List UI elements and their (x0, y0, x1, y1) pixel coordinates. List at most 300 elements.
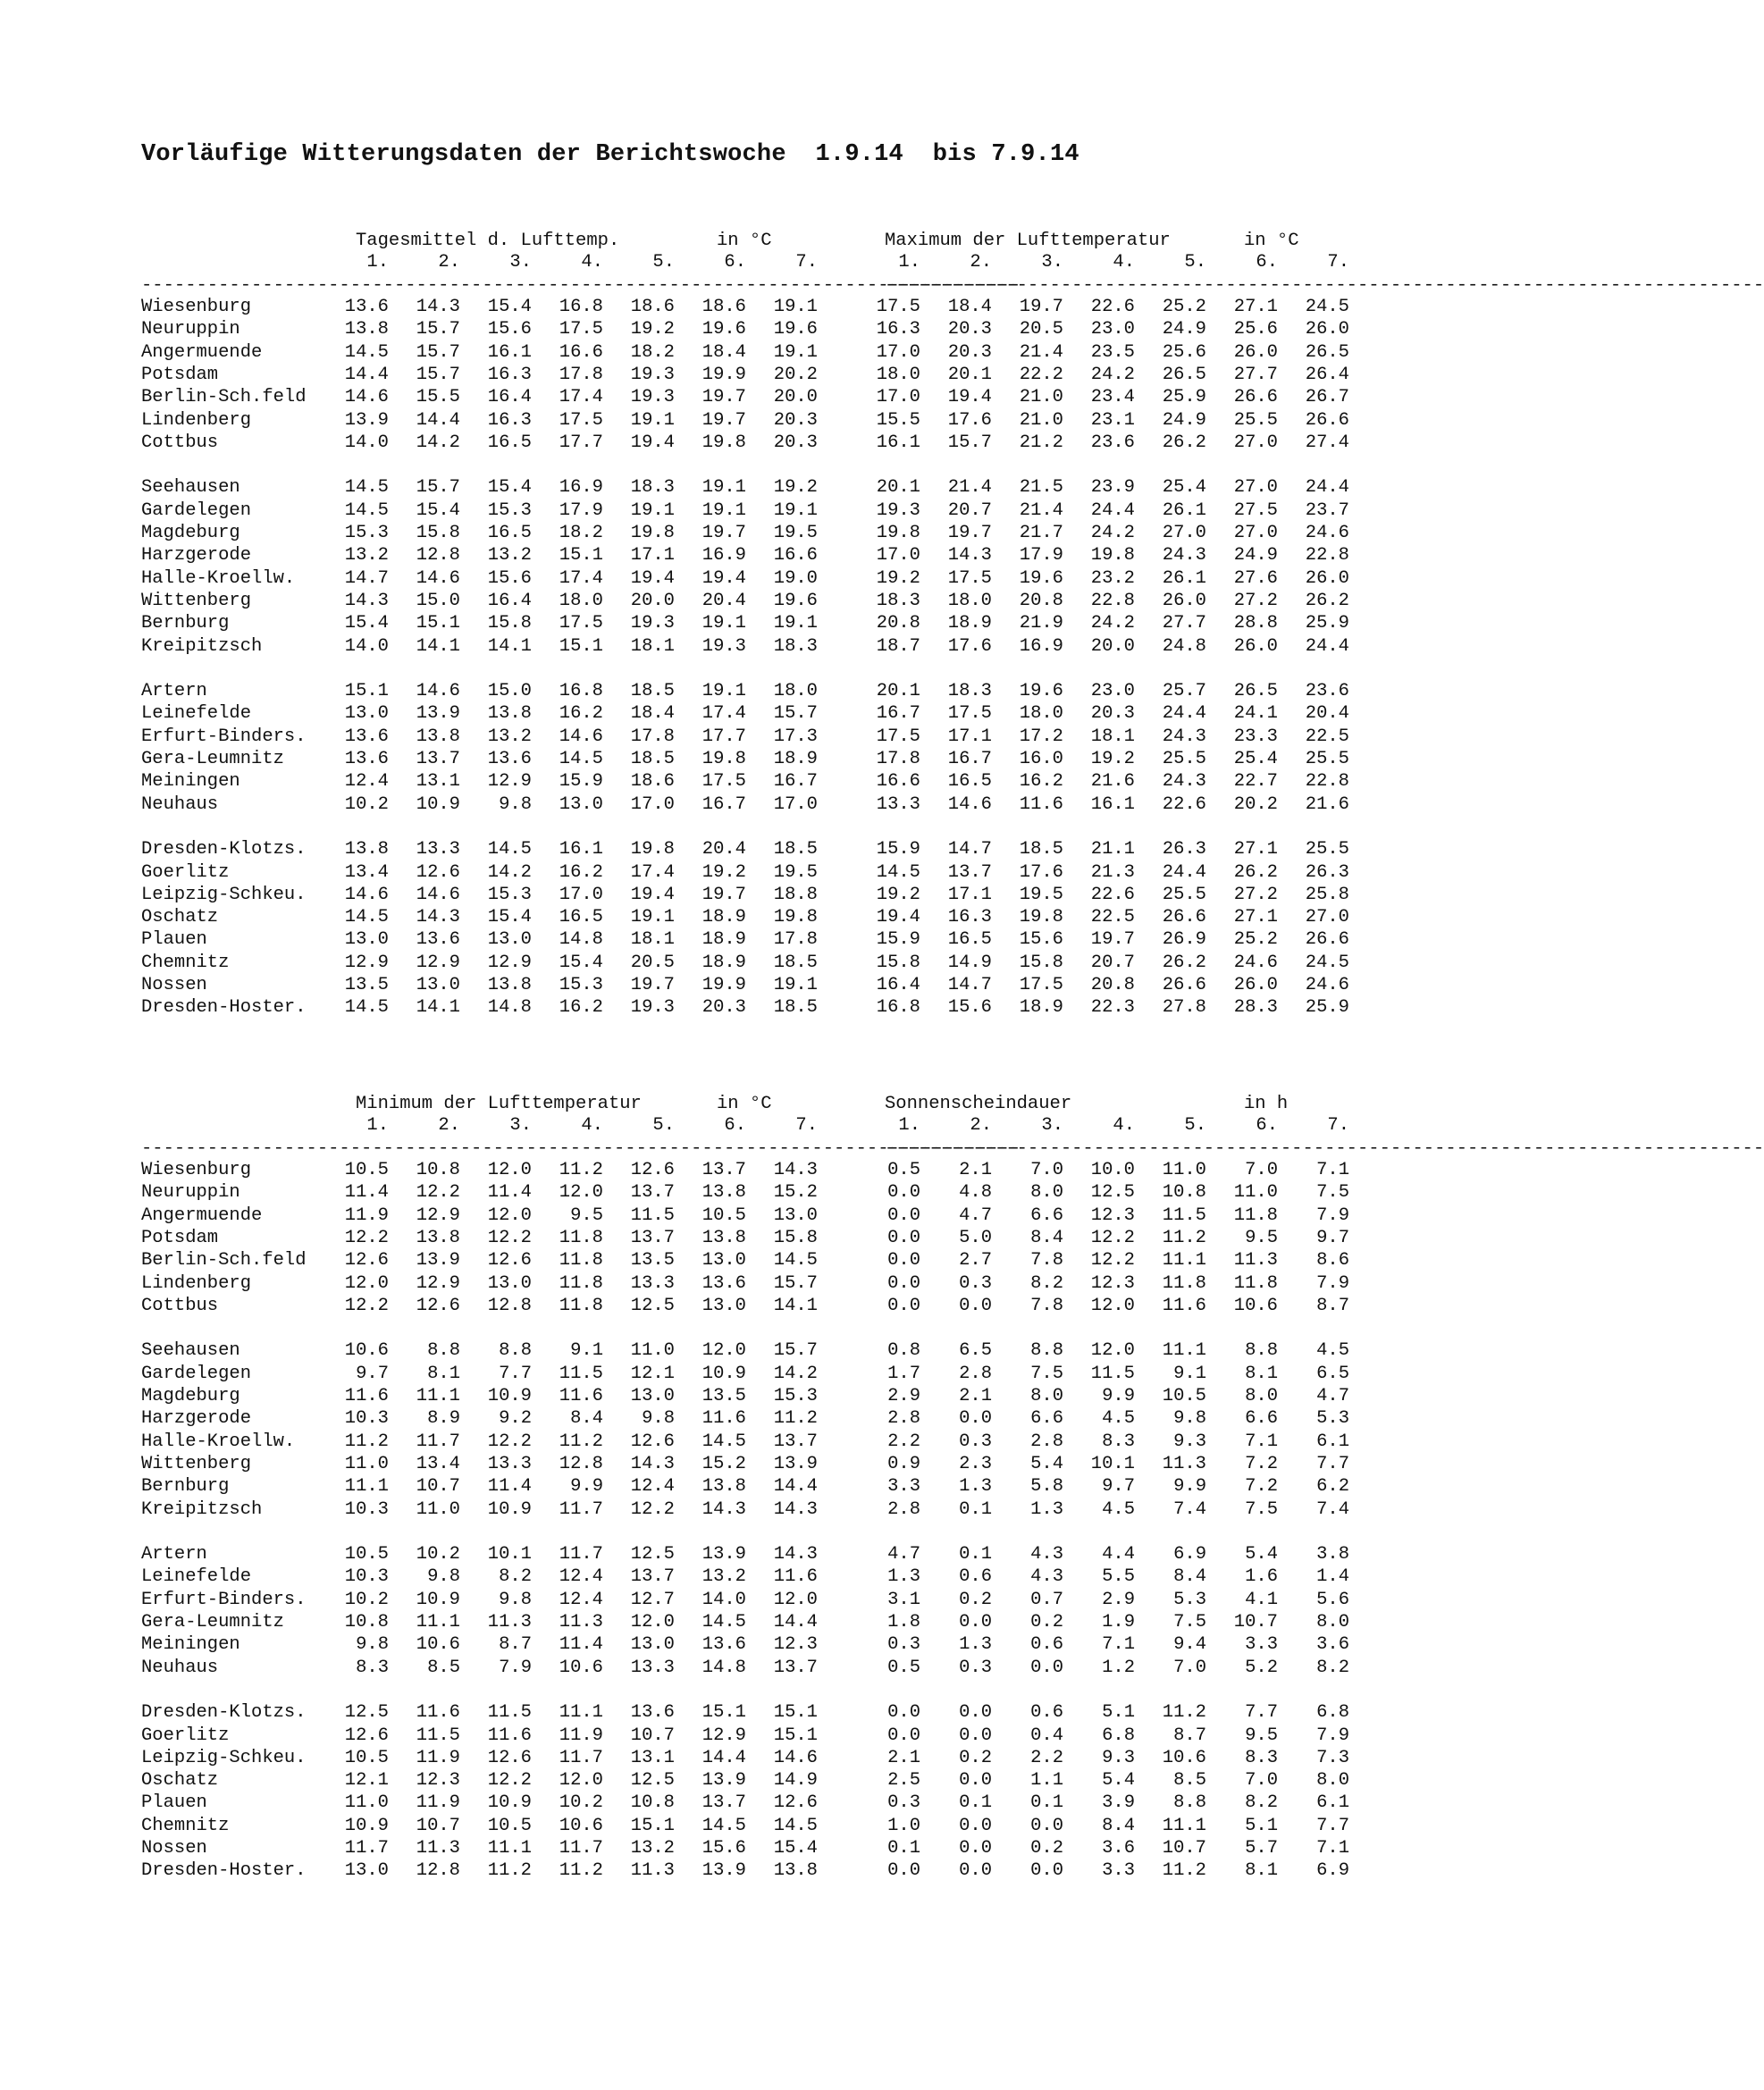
value-cell: 7.9 (1316, 1204, 1349, 1226)
value-cell: 14.0 (344, 635, 389, 657)
left-table-unit: in °C (717, 1094, 772, 1114)
station-name: Bernburg (141, 613, 230, 634)
value-cell: 24.4 (1305, 477, 1349, 499)
value-cell: 24.9 (1162, 319, 1206, 340)
value-cell: 12.6 (344, 1250, 389, 1272)
value-cell: 25.8 (1305, 884, 1349, 905)
value-cell: 18.3 (947, 681, 992, 702)
value-cell: 13.6 (344, 297, 389, 317)
value-cell: 8.8 (1173, 1792, 1206, 1814)
value-cell: 15.4 (487, 297, 532, 317)
value-cell: 19.2 (1090, 749, 1135, 769)
value-cell: 10.9 (701, 1363, 746, 1384)
value-cell: 21.3 (1090, 861, 1135, 883)
value-cell: 9.9 (570, 1476, 603, 1498)
value-cell: 19.1 (773, 297, 818, 317)
value-cell: 13.0 (344, 1860, 389, 1882)
value-cell: 11.0 (344, 1453, 389, 1474)
value-cell: 19.7 (630, 975, 675, 995)
value-cell: 26.6 (1233, 387, 1278, 408)
station-name: Angermuende (141, 1204, 263, 1226)
value-cell: 21.6 (1090, 771, 1135, 793)
value-cell: 17.9 (1019, 545, 1063, 567)
value-cell: 12.7 (630, 1589, 675, 1610)
value-cell: 28.8 (1233, 613, 1278, 634)
value-cell: 1.9 (1102, 1612, 1135, 1633)
table-row (0, 1658, 1477, 1680)
value-cell: 26.1 (1162, 499, 1206, 521)
table-row (0, 907, 1477, 929)
value-cell: 13.6 (487, 749, 532, 769)
value-cell: 19.9 (701, 364, 746, 385)
value-cell: 24.2 (1090, 613, 1135, 634)
value-cell: 24.2 (1090, 523, 1135, 543)
value-cell: 14.5 (344, 907, 389, 928)
value-cell: 23.9 (1090, 477, 1135, 499)
value-cell: 7.0 (1173, 1657, 1206, 1678)
value-cell: 14.9 (773, 1770, 818, 1792)
value-cell: 12.2 (344, 1227, 389, 1248)
value-cell: 6.5 (1316, 1363, 1349, 1384)
value-cell: 8.3 (1245, 1747, 1278, 1768)
value-cell: 13.0 (416, 975, 460, 995)
value-cell: 15.8 (487, 613, 532, 634)
value-cell: 14.4 (701, 1747, 746, 1768)
station-name: Dresden-Hoster. (141, 997, 307, 1019)
value-cell: 11.7 (559, 1747, 603, 1768)
value-cell: 15.8 (876, 952, 920, 973)
value-cell: 2.1 (887, 1747, 920, 1768)
value-cell: 19.6 (1019, 681, 1063, 702)
value-cell: 18.3 (876, 590, 920, 611)
table-row (0, 1544, 1477, 1566)
value-cell: 9.5 (570, 1204, 603, 1226)
value-cell: 4.8 (959, 1182, 992, 1204)
value-cell: 19.8 (876, 523, 920, 543)
value-cell: 0.1 (959, 1792, 992, 1814)
value-cell: 10.8 (630, 1792, 675, 1814)
value-cell: 15.3 (487, 884, 532, 905)
value-cell: 25.9 (1305, 997, 1349, 1019)
table-row (0, 591, 1477, 613)
value-cell: 4.7 (959, 1204, 992, 1226)
value-cell: 6.5 (959, 1340, 992, 1362)
value-cell: 15.2 (701, 1453, 746, 1474)
value-cell: 0.1 (959, 1498, 992, 1520)
value-cell: 21.0 (1019, 409, 1063, 431)
value-cell: 13.6 (416, 929, 460, 951)
value-cell: 14.5 (344, 499, 389, 521)
value-cell: 11.4 (559, 1634, 603, 1656)
value-cell: 13.2 (344, 545, 389, 567)
day-header: 7. (1327, 1115, 1349, 1136)
value-cell: 0.0 (1030, 1815, 1063, 1836)
value-cell: 11.7 (559, 1498, 603, 1520)
value-cell: 16.2 (1019, 771, 1063, 793)
value-cell: 13.6 (630, 1702, 675, 1724)
station-name: Meiningen (141, 771, 240, 793)
value-cell: 10.2 (344, 1589, 389, 1610)
value-cell: 15.8 (1019, 952, 1063, 973)
value-cell: 23.5 (1090, 341, 1135, 363)
station-name: Nossen (141, 975, 207, 995)
value-cell: 4.1 (1245, 1589, 1278, 1610)
day-header: 3. (1041, 1115, 1063, 1136)
value-cell: 10.9 (487, 1498, 532, 1520)
value-cell: 12.0 (487, 1204, 532, 1226)
value-cell: 18.5 (630, 681, 675, 702)
value-cell: 0.0 (959, 1860, 992, 1882)
value-cell: 12.4 (559, 1589, 603, 1610)
value-cell: 20.3 (1090, 703, 1135, 725)
value-cell: 16.5 (559, 907, 603, 928)
value-cell: 5.4 (1102, 1770, 1135, 1792)
value-cell: 0.1 (959, 1544, 992, 1565)
value-cell: 2.9 (887, 1386, 920, 1406)
value-cell: 3.1 (887, 1589, 920, 1610)
day-header: 3. (1041, 252, 1063, 273)
value-cell: 0.0 (887, 1250, 920, 1272)
value-cell: 8.0 (1245, 1386, 1278, 1406)
value-cell: 9.7 (356, 1363, 389, 1384)
value-cell: 18.0 (1019, 703, 1063, 725)
value-cell: 13.2 (487, 545, 532, 567)
value-cell: 7.2 (1245, 1476, 1278, 1498)
table-row (0, 1205, 1477, 1228)
value-cell: 23.2 (1090, 567, 1135, 589)
value-cell: 0.2 (959, 1747, 992, 1768)
value-cell: 9.8 (499, 1589, 532, 1610)
value-cell: 15.7 (773, 1272, 818, 1294)
value-cell: 11.8 (559, 1295, 603, 1316)
value-cell: 11.7 (344, 1838, 389, 1859)
value-cell: 12.9 (701, 1725, 746, 1746)
table-row (0, 703, 1477, 726)
value-cell: 15.7 (773, 703, 818, 725)
value-cell: 20.4 (1305, 703, 1349, 725)
value-cell: 12.5 (1090, 1182, 1135, 1204)
value-cell: 16.4 (487, 387, 532, 408)
value-cell: 5.5 (1102, 1566, 1135, 1588)
value-cell: 7.9 (1316, 1272, 1349, 1294)
value-cell: 13.0 (559, 793, 603, 815)
value-cell: 12.1 (630, 1363, 675, 1384)
value-cell: 8.4 (1102, 1815, 1135, 1836)
value-cell: 17.5 (947, 567, 992, 589)
left-table-title: Tagesmittel d. Lufttemp. (356, 231, 620, 251)
station-name: Chemnitz (141, 1815, 230, 1836)
value-cell: 11.9 (559, 1725, 603, 1746)
value-cell: 14.0 (344, 432, 389, 453)
value-cell: 18.5 (773, 997, 818, 1019)
value-cell: 13.4 (416, 1453, 460, 1474)
value-cell: 12.4 (630, 1476, 675, 1498)
value-cell: 16.2 (559, 703, 603, 725)
station-name: Goerlitz (141, 1725, 230, 1746)
value-cell: 9.7 (1316, 1227, 1349, 1248)
value-cell: 14.8 (559, 929, 603, 951)
value-cell: 17.8 (773, 929, 818, 951)
value-cell: 10.1 (487, 1544, 532, 1565)
value-cell: 12.4 (344, 771, 389, 793)
station-name: Neuruppin (141, 1182, 240, 1204)
value-cell: 14.8 (487, 997, 532, 1019)
value-cell: 17.8 (876, 749, 920, 769)
table-row (0, 1838, 1477, 1860)
value-cell: 3.3 (1245, 1634, 1278, 1656)
value-cell: 16.1 (559, 839, 603, 860)
station-name: Magdeburg (141, 1386, 240, 1406)
day-header: 1. (898, 252, 920, 273)
value-cell: 19.4 (876, 907, 920, 928)
value-cell: 14.1 (416, 997, 460, 1019)
value-cell: 9.5 (1245, 1725, 1278, 1746)
station-name: Artern (141, 1544, 207, 1565)
value-cell: 8.2 (1316, 1657, 1349, 1678)
value-cell: 2.7 (959, 1250, 992, 1272)
value-cell: 17.9 (559, 499, 603, 521)
value-cell: 21.1 (1090, 839, 1135, 860)
value-cell: 11.4 (487, 1476, 532, 1498)
table-row (0, 953, 1477, 975)
value-cell: 18.5 (630, 749, 675, 769)
day-header: 2. (438, 1115, 460, 1136)
value-cell: 8.0 (1316, 1770, 1349, 1792)
value-cell: 12.0 (559, 1770, 603, 1792)
value-cell: 3.9 (1102, 1792, 1135, 1814)
station-name: Neuhaus (141, 1657, 219, 1678)
station-name: Potsdam (141, 1227, 219, 1248)
value-cell: 10.5 (1162, 1386, 1206, 1406)
value-cell: 17.5 (1019, 975, 1063, 995)
value-cell: 10.7 (1162, 1838, 1206, 1859)
value-cell: 14.5 (344, 477, 389, 499)
value-cell: 15.6 (947, 997, 992, 1019)
value-cell: 12.0 (773, 1589, 818, 1610)
table-row (0, 1386, 1477, 1408)
value-cell: 15.3 (344, 523, 389, 543)
value-cell: 19.1 (773, 975, 818, 995)
value-cell: 14.1 (487, 635, 532, 657)
value-cell: 18.5 (1019, 839, 1063, 860)
value-cell: 26.5 (1162, 364, 1206, 385)
value-cell: 19.8 (701, 749, 746, 769)
value-cell: 6.9 (1316, 1860, 1349, 1882)
value-cell: 12.2 (487, 1227, 532, 1248)
station-name: Erfurt-Binders. (141, 726, 307, 747)
value-cell: 12.9 (416, 952, 460, 973)
value-cell: 14.4 (344, 364, 389, 385)
value-cell: 13.5 (630, 1250, 675, 1272)
value-cell: 18.1 (630, 635, 675, 657)
day-header: 7. (795, 1115, 818, 1136)
value-cell: 10.8 (416, 1160, 460, 1180)
value-cell: 11.1 (1162, 1815, 1206, 1836)
value-cell: 0.0 (887, 1182, 920, 1204)
value-cell: 24.6 (1233, 952, 1278, 973)
day-header: 7. (795, 252, 818, 273)
value-cell: 16.6 (876, 771, 920, 793)
table-row (0, 1792, 1477, 1815)
value-cell: 12.0 (1090, 1295, 1135, 1316)
value-cell: 8.7 (499, 1634, 532, 1656)
value-cell: 10.9 (487, 1386, 532, 1406)
value-cell: 8.8 (1245, 1340, 1278, 1362)
value-cell: 5.6 (1316, 1589, 1349, 1610)
value-cell: 9.7 (1102, 1476, 1135, 1498)
value-cell: 17.1 (947, 884, 992, 905)
value-cell: 8.8 (1030, 1340, 1063, 1362)
value-cell: 9.8 (1173, 1408, 1206, 1430)
value-cell: 4.5 (1102, 1498, 1135, 1520)
table-row (0, 1634, 1477, 1657)
value-cell: 10.2 (344, 793, 389, 815)
value-cell: 19.6 (701, 319, 746, 340)
value-cell: 18.8 (773, 884, 818, 905)
value-cell: 13.0 (344, 929, 389, 951)
value-cell: 6.9 (1173, 1544, 1206, 1565)
value-cell: 12.6 (487, 1747, 532, 1768)
value-cell: 14.2 (773, 1363, 818, 1384)
value-cell: 14.5 (344, 341, 389, 363)
value-cell: 20.7 (1090, 952, 1135, 973)
value-cell: 26.3 (1162, 839, 1206, 860)
value-cell: 19.1 (701, 477, 746, 499)
value-cell: 19.7 (947, 523, 992, 543)
station-name: Cottbus (141, 1295, 219, 1316)
value-cell: 19.8 (773, 907, 818, 928)
station-name: Gardelegen (141, 499, 252, 521)
value-cell: 23.4 (1090, 387, 1135, 408)
table-row (0, 1770, 1477, 1792)
value-cell: 11.8 (559, 1227, 603, 1248)
value-cell: 14.3 (773, 1544, 818, 1565)
value-cell: 9.4 (1173, 1634, 1206, 1656)
value-cell: 12.6 (773, 1792, 818, 1814)
value-cell: 23.7 (1305, 499, 1349, 521)
value-cell: 13.9 (701, 1544, 746, 1565)
value-cell: 20.8 (1090, 975, 1135, 995)
value-cell: 11.8 (559, 1272, 603, 1294)
value-cell: 0.6 (959, 1566, 992, 1588)
value-cell: 27.2 (1233, 590, 1278, 611)
value-cell: 22.8 (1305, 771, 1349, 793)
value-cell: 19.7 (701, 884, 746, 905)
value-cell: 0.0 (1030, 1860, 1063, 1882)
value-cell: 6.6 (1030, 1204, 1063, 1226)
value-cell: 16.5 (947, 771, 992, 793)
value-cell: 17.4 (630, 861, 675, 883)
value-cell: 22.7 (1233, 771, 1278, 793)
value-cell: 0.0 (959, 1702, 992, 1724)
value-cell: 16.4 (876, 975, 920, 995)
station-name: Wiesenburg (141, 297, 252, 317)
value-cell: 20.0 (1090, 635, 1135, 657)
day-header: 1. (898, 1115, 920, 1136)
value-cell: 19.4 (630, 432, 675, 453)
value-cell: 11.0 (416, 1498, 460, 1520)
value-cell: 17.5 (559, 409, 603, 431)
value-cell: 17.0 (773, 793, 818, 815)
value-cell: 11.3 (1233, 1250, 1278, 1272)
value-cell: 19.2 (876, 567, 920, 589)
value-cell: 18.0 (773, 681, 818, 702)
value-cell: 11.0 (344, 1792, 389, 1814)
value-cell: 19.1 (630, 409, 675, 431)
value-cell: 11.1 (1162, 1250, 1206, 1272)
value-cell: 13.6 (701, 1272, 746, 1294)
value-cell: 27.4 (1305, 432, 1349, 453)
value-cell: 0.3 (959, 1657, 992, 1678)
day-header: 2. (970, 252, 992, 273)
value-cell: 0.0 (959, 1770, 992, 1792)
station-name: Gardelegen (141, 1363, 252, 1384)
value-cell: 14.3 (630, 1453, 675, 1474)
value-cell: 25.4 (1233, 749, 1278, 769)
value-cell: 16.4 (487, 590, 532, 611)
value-cell: 9.9 (1102, 1386, 1135, 1406)
value-cell: 18.4 (947, 297, 992, 317)
value-cell: 19.8 (1019, 907, 1063, 928)
value-cell: 7.3 (1316, 1747, 1349, 1768)
value-cell: 7.4 (1316, 1498, 1349, 1520)
value-cell: 13.8 (487, 975, 532, 995)
right-table-unit: in °C (1244, 231, 1299, 251)
value-cell: 8.1 (427, 1363, 460, 1384)
value-cell: 21.0 (1019, 387, 1063, 408)
value-cell: 17.0 (559, 884, 603, 905)
value-cell: 11.0 (630, 1340, 675, 1362)
value-cell: 8.3 (1102, 1431, 1135, 1452)
table-row (0, 1182, 1477, 1204)
value-cell: 18.9 (701, 907, 746, 928)
value-cell: 14.8 (701, 1657, 746, 1678)
value-cell: 16.7 (876, 703, 920, 725)
value-cell: 13.8 (344, 319, 389, 340)
value-cell: 20.5 (630, 952, 675, 973)
station-name: Erfurt-Binders. (141, 1589, 307, 1610)
value-cell: 6.1 (1316, 1792, 1349, 1814)
value-cell: 13.0 (344, 703, 389, 725)
value-cell: 17.6 (947, 409, 992, 431)
value-cell: 15.7 (416, 477, 460, 499)
value-cell: 12.9 (487, 952, 532, 973)
value-cell: 13.2 (630, 1838, 675, 1859)
table-row (0, 523, 1477, 545)
value-cell: 0.2 (959, 1589, 992, 1610)
value-cell: 14.6 (416, 567, 460, 589)
value-cell: 15.3 (559, 975, 603, 995)
value-cell: 19.2 (773, 477, 818, 499)
value-cell: 13.6 (701, 1634, 746, 1656)
value-cell: 11.6 (559, 1386, 603, 1406)
value-cell: 2.1 (959, 1160, 992, 1180)
value-cell: 26.6 (1162, 907, 1206, 928)
table-row (0, 1250, 1477, 1272)
station-name: Meiningen (141, 1634, 240, 1656)
value-cell: 19.1 (701, 499, 746, 521)
value-cell: 7.7 (1316, 1453, 1349, 1474)
value-cell: 26.7 (1305, 387, 1349, 408)
value-cell: 19.1 (630, 499, 675, 521)
station-name: Lindenberg (141, 409, 252, 431)
value-cell: 17.1 (630, 545, 675, 567)
value-cell: 0.0 (959, 1612, 992, 1633)
table-row (0, 319, 1477, 341)
right-table-unit: in h (1244, 1094, 1289, 1114)
value-cell: 5.4 (1245, 1544, 1278, 1565)
value-cell: 2.5 (887, 1770, 920, 1792)
